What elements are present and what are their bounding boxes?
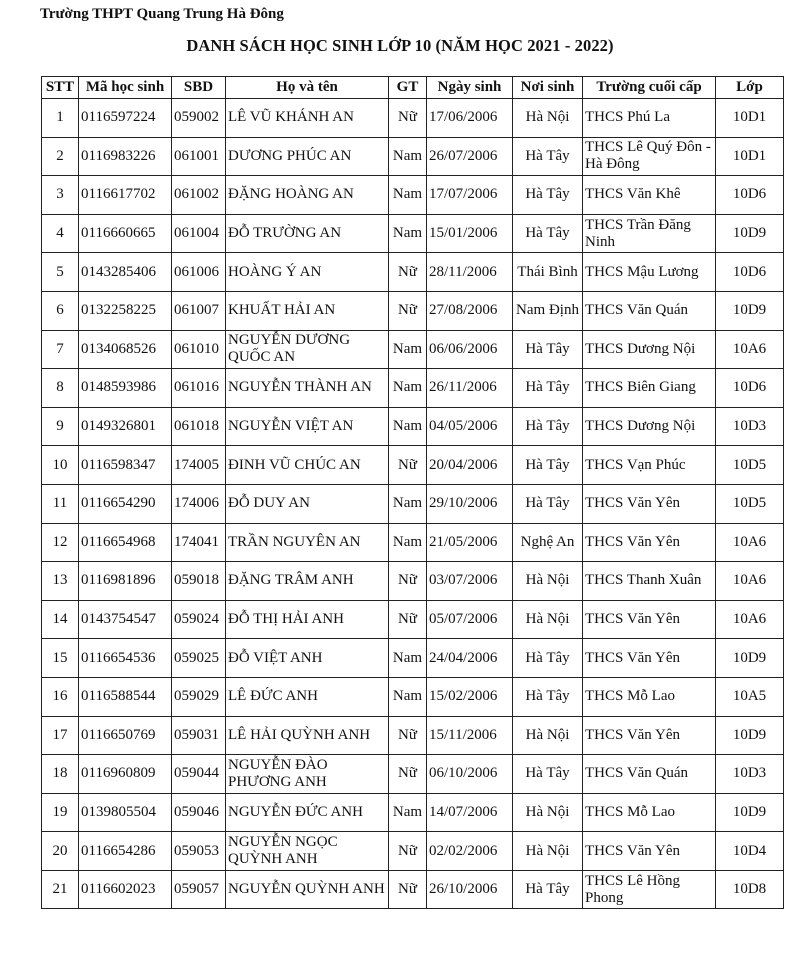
cell-sbd: 061007 [172,291,226,330]
cell-gender: Nữ [389,870,427,909]
cell-gender: Nữ [389,253,427,292]
cell-previous-school: THCS Văn Yên [583,484,716,523]
table-row [42,870,784,909]
cell-birth-place: Hà Tây [513,176,583,215]
cell-sbd: 059024 [172,600,226,639]
cell-student-id: 0134068526 [79,330,172,369]
cell-full-name: ĐỖ TRƯỜNG AN [226,214,389,253]
col-header-previous-school: Trường cuối cấp [583,77,716,99]
cell-sbd: 061006 [172,253,226,292]
cell-class: 10D6 [716,253,784,292]
cell-full-name: NGUYỄN NGỌC QUỲNH ANH [226,832,389,871]
cell-sbd: 061018 [172,407,226,446]
cell-previous-school: THCS Vạn Phúc [583,446,716,485]
cell-class: 10D5 [716,446,784,485]
cell-stt: 6 [42,291,79,330]
table-row [42,176,784,215]
cell-full-name: NGUYỄN ĐỨC ANH [226,793,389,832]
cell-sbd: 059031 [172,716,226,755]
cell-gender: Nam [389,176,427,215]
cell-student-id: 0116597224 [79,99,172,138]
cell-previous-school: THCS Lê Quý Đôn - Hà Đông [583,137,716,176]
cell-previous-school: THCS Biên Giang [583,369,716,408]
cell-student-id: 0116654290 [79,484,172,523]
cell-birth-place: Hà Tây [513,870,583,909]
cell-class: 10D9 [716,214,784,253]
table-row [42,446,784,485]
cell-class: 10D1 [716,137,784,176]
cell-full-name: ĐỖ DUY AN [226,484,389,523]
cell-full-name: NGUYỄN QUỲNH ANH [226,870,389,909]
cell-birth-date: 04/05/2006 [427,407,513,446]
cell-class: 10D3 [716,407,784,446]
cell-full-name: NGUYỄN THÀNH AN [226,369,389,408]
cell-previous-school: THCS Văn Yên [583,832,716,871]
cell-birth-place: Hà Tây [513,407,583,446]
cell-birth-place: Hà Tây [513,677,583,716]
cell-birth-date: 26/07/2006 [427,137,513,176]
cell-gender: Nữ [389,291,427,330]
cell-gender: Nam [389,639,427,678]
cell-birth-date: 27/08/2006 [427,291,513,330]
cell-gender: Nữ [389,755,427,794]
table-row [42,600,784,639]
cell-birth-date: 06/06/2006 [427,330,513,369]
cell-birth-date: 15/11/2006 [427,716,513,755]
cell-previous-school: THCS Lê Hồng Phong [583,870,716,909]
cell-birth-date: 14/07/2006 [427,793,513,832]
cell-full-name: TRẦN NGUYÊN AN [226,523,389,562]
cell-previous-school: THCS Văn Yên [583,716,716,755]
cell-class: 10A5 [716,677,784,716]
cell-full-name: NGUYỄN DƯƠNG QUỐC AN [226,330,389,369]
cell-birth-place: Hà Tây [513,369,583,408]
col-header-birth-place: Nơi sinh [513,77,583,99]
school-name: Trường THPT Quang Trung Hà Đông [40,6,284,22]
cell-sbd: 061004 [172,214,226,253]
cell-full-name: NGUYỄN ĐÀO PHƯƠNG ANH [226,755,389,794]
cell-stt: 3 [42,176,79,215]
cell-class: 10D8 [716,870,784,909]
table-row [42,137,784,176]
cell-birth-place: Hà Nội [513,99,583,138]
cell-gender: Nam [389,369,427,408]
table-row [42,523,784,562]
cell-birth-date: 28/11/2006 [427,253,513,292]
cell-birth-date: 20/04/2006 [427,446,513,485]
cell-student-id: 0116983226 [79,137,172,176]
col-header-student-id: Mã học sinh [79,77,172,99]
cell-sbd: 061001 [172,137,226,176]
cell-sbd: 059057 [172,870,226,909]
cell-birth-date: 21/05/2006 [427,523,513,562]
cell-sbd: 059029 [172,677,226,716]
cell-student-id: 0116960809 [79,755,172,794]
cell-gender: Nam [389,793,427,832]
cell-birth-place: Thái Bình [513,253,583,292]
cell-class: 10A6 [716,330,784,369]
cell-gender: Nữ [389,600,427,639]
cell-birth-place: Hà Nội [513,562,583,601]
col-header-birth-date: Ngày sinh [427,77,513,99]
table-row [42,99,784,138]
cell-previous-school: THCS Mỗ Lao [583,793,716,832]
col-header-gender: GT [389,77,427,99]
cell-birth-place: Hà Nội [513,716,583,755]
cell-stt: 2 [42,137,79,176]
cell-previous-school: THCS Văn Quán [583,755,716,794]
cell-gender: Nữ [389,832,427,871]
cell-previous-school: THCS Mỗ Lao [583,677,716,716]
cell-gender: Nữ [389,562,427,601]
cell-class: 10D9 [716,716,784,755]
cell-class: 10A6 [716,562,784,601]
cell-gender: Nam [389,214,427,253]
cell-birth-place: Hà Nội [513,600,583,639]
cell-previous-school: THCS Văn Yên [583,600,716,639]
cell-birth-place: Hà Nội [513,832,583,871]
cell-class: 10D9 [716,793,784,832]
cell-gender: Nữ [389,99,427,138]
table-row [42,793,784,832]
cell-gender: Nam [389,677,427,716]
cell-student-id: 0116588544 [79,677,172,716]
cell-student-id: 0139805504 [79,793,172,832]
cell-stt: 9 [42,407,79,446]
cell-birth-date: 05/07/2006 [427,600,513,639]
col-header-sbd: SBD [172,77,226,99]
cell-full-name: ĐỖ THỊ HẢI ANH [226,600,389,639]
col-header-stt: STT [42,77,79,99]
cell-class: 10D3 [716,755,784,794]
cell-full-name: ĐỖ VIỆT ANH [226,639,389,678]
cell-student-id: 0116981896 [79,562,172,601]
cell-class: 10D6 [716,369,784,408]
cell-sbd: 059025 [172,639,226,678]
cell-sbd: 174006 [172,484,226,523]
cell-previous-school: THCS Văn Yên [583,639,716,678]
table-header-row [42,77,784,99]
cell-student-id: 0116598347 [79,446,172,485]
student-table [41,76,784,909]
cell-previous-school: THCS Trần Đăng Ninh [583,214,716,253]
cell-student-id: 0148593986 [79,369,172,408]
cell-student-id: 0143285406 [79,253,172,292]
cell-previous-school: THCS Thanh Xuân [583,562,716,601]
table-row [42,291,784,330]
cell-sbd: 059018 [172,562,226,601]
cell-birth-date: 02/02/2006 [427,832,513,871]
cell-sbd: 059053 [172,832,226,871]
table-row [42,562,784,601]
cell-previous-school: THCS Mậu Lương [583,253,716,292]
table-row [42,677,784,716]
cell-sbd: 059044 [172,755,226,794]
table-row [42,639,784,678]
cell-stt: 1 [42,99,79,138]
cell-class: 10D9 [716,639,784,678]
cell-class: 10A6 [716,523,784,562]
cell-sbd: 061010 [172,330,226,369]
cell-birth-date: 26/10/2006 [427,870,513,909]
cell-student-id: 0132258225 [79,291,172,330]
table-row [42,832,784,871]
cell-birth-place: Hà Tây [513,214,583,253]
cell-sbd: 174005 [172,446,226,485]
cell-full-name: ĐẶNG HOÀNG AN [226,176,389,215]
cell-previous-school: THCS Văn Yên [583,523,716,562]
col-header-class: Lớp [716,77,784,99]
cell-gender: Nữ [389,716,427,755]
cell-previous-school: THCS Văn Quán [583,291,716,330]
cell-birth-date: 15/02/2006 [427,677,513,716]
cell-stt: 19 [42,793,79,832]
cell-birth-place: Hà Tây [513,755,583,794]
cell-gender: Nam [389,407,427,446]
cell-stt: 13 [42,562,79,601]
cell-stt: 8 [42,369,79,408]
document-title: DANH SÁCH HỌC SINH LỚP 10 (NĂM HỌC 2021 - 2022) [186,36,614,55]
cell-student-id: 0116602023 [79,870,172,909]
cell-birth-date: 17/07/2006 [427,176,513,215]
cell-birth-date: 29/10/2006 [427,484,513,523]
cell-stt: 18 [42,755,79,794]
table-row [42,253,784,292]
cell-sbd: 061002 [172,176,226,215]
cell-birth-place: Hà Nội [513,793,583,832]
cell-stt: 10 [42,446,79,485]
cell-full-name: KHUẤT HẢI AN [226,291,389,330]
cell-student-id: 0116660665 [79,214,172,253]
cell-birth-date: 03/07/2006 [427,562,513,601]
cell-full-name: LÊ ĐỨC ANH [226,677,389,716]
cell-stt: 20 [42,832,79,871]
cell-class: 10D1 [716,99,784,138]
cell-student-id: 0116654536 [79,639,172,678]
cell-class: 10D4 [716,832,784,871]
cell-stt: 15 [42,639,79,678]
cell-birth-date: 17/06/2006 [427,99,513,138]
table-row [42,484,784,523]
cell-birth-place: Nghệ An [513,523,583,562]
cell-full-name: DƯƠNG PHÚC AN [226,137,389,176]
cell-sbd: 059002 [172,99,226,138]
cell-stt: 11 [42,484,79,523]
table-row [42,407,784,446]
cell-full-name: NGUYỄN VIỆT AN [226,407,389,446]
cell-full-name: LÊ VŨ KHÁNH AN [226,99,389,138]
cell-gender: Nam [389,137,427,176]
table-row [42,755,784,794]
cell-gender: Nữ [389,446,427,485]
cell-stt: 21 [42,870,79,909]
cell-full-name: ĐẶNG TRÂM ANH [226,562,389,601]
cell-birth-place: Hà Tây [513,137,583,176]
cell-full-name: ĐINH VŨ CHÚC AN [226,446,389,485]
col-header-full-name: Họ và tên [226,77,389,99]
cell-full-name: LÊ HẢI QUỲNH ANH [226,716,389,755]
cell-stt: 12 [42,523,79,562]
cell-sbd: 174041 [172,523,226,562]
cell-birth-date: 15/01/2006 [427,214,513,253]
cell-full-name: HOÀNG Ý AN [226,253,389,292]
table-row [42,369,784,408]
table-row [42,330,784,369]
cell-gender: Nam [389,330,427,369]
cell-birth-place: Hà Tây [513,484,583,523]
cell-class: 10D9 [716,291,784,330]
cell-sbd: 059046 [172,793,226,832]
cell-stt: 16 [42,677,79,716]
cell-stt: 5 [42,253,79,292]
cell-previous-school: THCS Dương Nội [583,407,716,446]
cell-student-id: 0149326801 [79,407,172,446]
cell-birth-place: Hà Tây [513,330,583,369]
cell-gender: Nam [389,523,427,562]
cell-class: 10A6 [716,600,784,639]
cell-birth-place: Hà Tây [513,639,583,678]
cell-sbd: 061016 [172,369,226,408]
cell-birth-date: 24/04/2006 [427,639,513,678]
cell-stt: 4 [42,214,79,253]
cell-student-id: 0116654968 [79,523,172,562]
cell-student-id: 0116654286 [79,832,172,871]
cell-birth-date: 26/11/2006 [427,369,513,408]
cell-birth-date: 06/10/2006 [427,755,513,794]
table-row [42,716,784,755]
cell-previous-school: THCS Văn Khê [583,176,716,215]
cell-class: 10D5 [716,484,784,523]
cell-student-id: 0116650769 [79,716,172,755]
cell-stt: 17 [42,716,79,755]
cell-student-id: 0143754547 [79,600,172,639]
cell-stt: 14 [42,600,79,639]
cell-gender: Nam [389,484,427,523]
cell-birth-place: Nam Định [513,291,583,330]
cell-previous-school: THCS Dương Nội [583,330,716,369]
cell-birth-place: Hà Tây [513,446,583,485]
cell-stt: 7 [42,330,79,369]
cell-class: 10D6 [716,176,784,215]
cell-student-id: 0116617702 [79,176,172,215]
table-row [42,214,784,253]
cell-previous-school: THCS Phú La [583,99,716,138]
